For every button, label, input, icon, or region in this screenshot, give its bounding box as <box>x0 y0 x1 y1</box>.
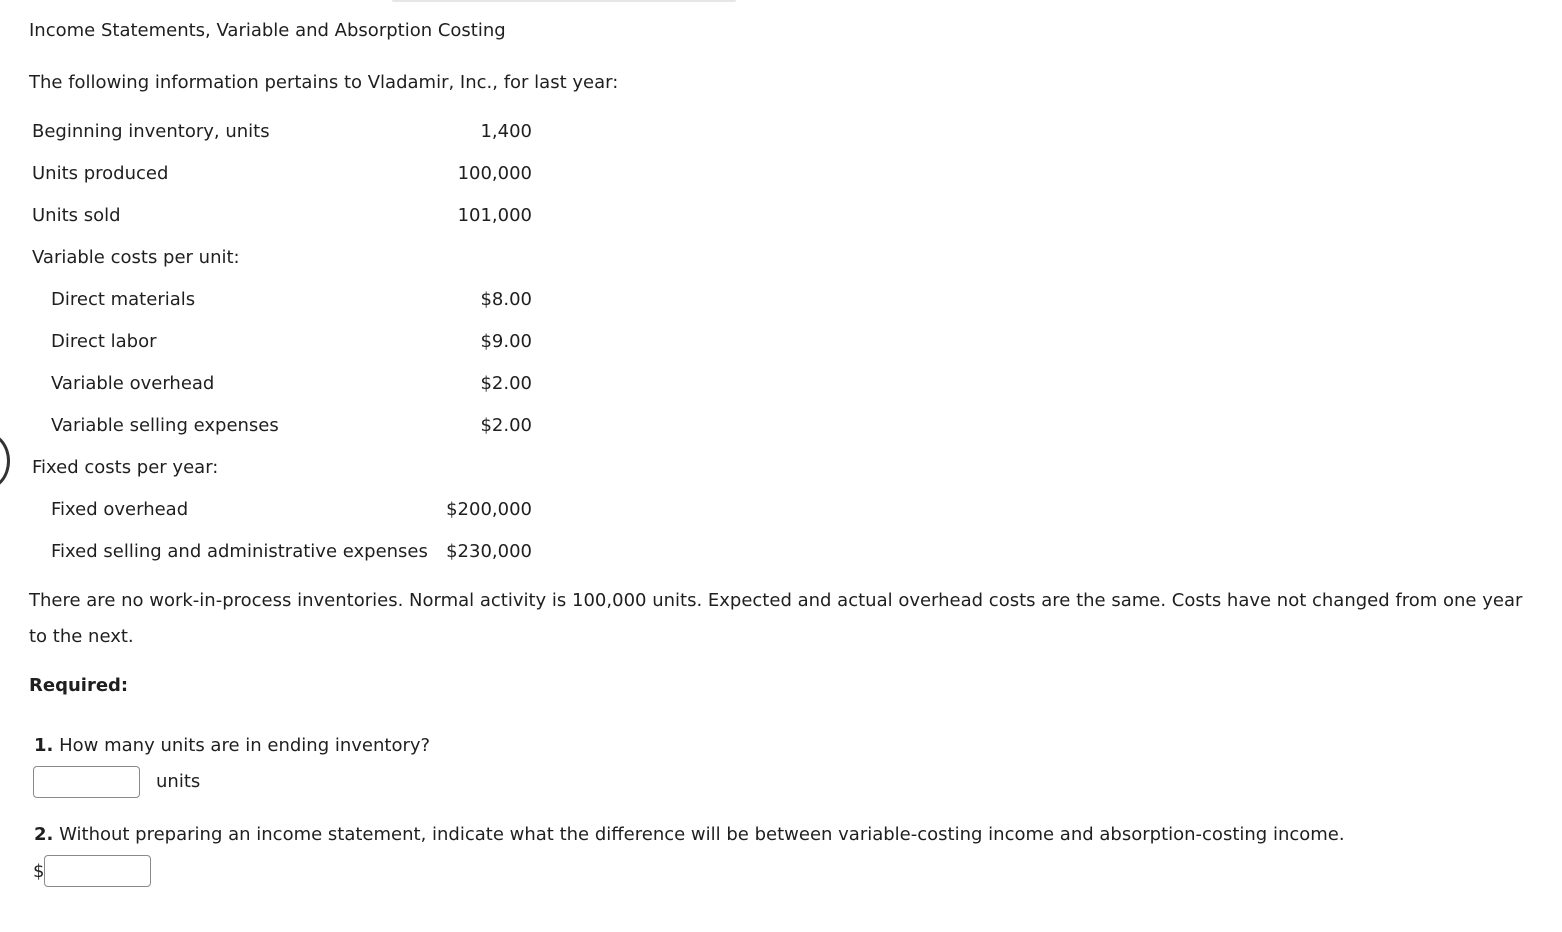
row-label: Variable overhead <box>51 373 215 394</box>
row-label: Beginning inventory, units <box>32 121 270 142</box>
question-2-number: 2. <box>34 824 54 845</box>
table-row <box>0 330 560 354</box>
row-label: Direct materials <box>51 289 196 310</box>
row-label: Units sold <box>32 205 121 226</box>
row-value: 100,000 <box>457 163 532 184</box>
row-label: Fixed costs per year: <box>32 457 219 478</box>
table-row <box>0 120 560 144</box>
table-row <box>0 204 560 228</box>
row-value: $8.00 <box>480 289 532 310</box>
row-value: $2.00 <box>480 373 532 394</box>
intro-text: The following information pertains to Vladamir, Inc., for last year: <box>29 72 619 93</box>
question-2 <box>34 824 1345 845</box>
question-2-text: Without preparing an income statement, indicate what the difference will be between variable-costing income and absorption-costing income. <box>59 824 1345 845</box>
table-row <box>0 414 560 438</box>
row-label: Variable selling expenses <box>51 415 279 436</box>
row-label: Variable costs per unit: <box>32 247 240 268</box>
table-row <box>0 540 560 564</box>
page-title: Income Statements, Variable and Absorption Costing <box>29 20 506 41</box>
row-label: Fixed selling and administrative expenses <box>51 541 428 562</box>
row-value: $2.00 <box>480 415 532 436</box>
required-heading: Required: <box>29 675 129 696</box>
table-row <box>0 456 560 480</box>
table-row <box>0 498 560 522</box>
row-label: Direct labor <box>51 331 157 352</box>
ending-inventory-input[interactable] <box>33 766 140 798</box>
income-difference-input[interactable] <box>44 855 151 887</box>
table-row <box>0 288 560 312</box>
row-label: Fixed overhead <box>51 499 189 520</box>
row-value: $9.00 <box>480 331 532 352</box>
row-value: $200,000 <box>446 499 532 520</box>
question-1-text: How many units are in ending inventory? <box>59 735 431 756</box>
table-row <box>0 372 560 396</box>
question-1-number: 1. <box>34 735 54 756</box>
top-shadow-divider <box>392 0 736 2</box>
assumptions-paragraph: There are no work-in-process inventories. Normal activity is 100,000 units. Expected and actual overhead costs are the same. Costs have not changed from one year to the next. <box>29 590 1523 647</box>
table-row <box>0 246 560 270</box>
question-1 <box>34 735 430 756</box>
table-row <box>0 162 560 186</box>
row-value: $230,000 <box>446 541 532 562</box>
row-value: 101,000 <box>457 205 532 226</box>
units-label: units <box>156 771 201 792</box>
row-label: Units produced <box>32 163 169 184</box>
dollar-sign: $ <box>33 861 45 882</box>
row-value: 1,400 <box>480 121 532 142</box>
